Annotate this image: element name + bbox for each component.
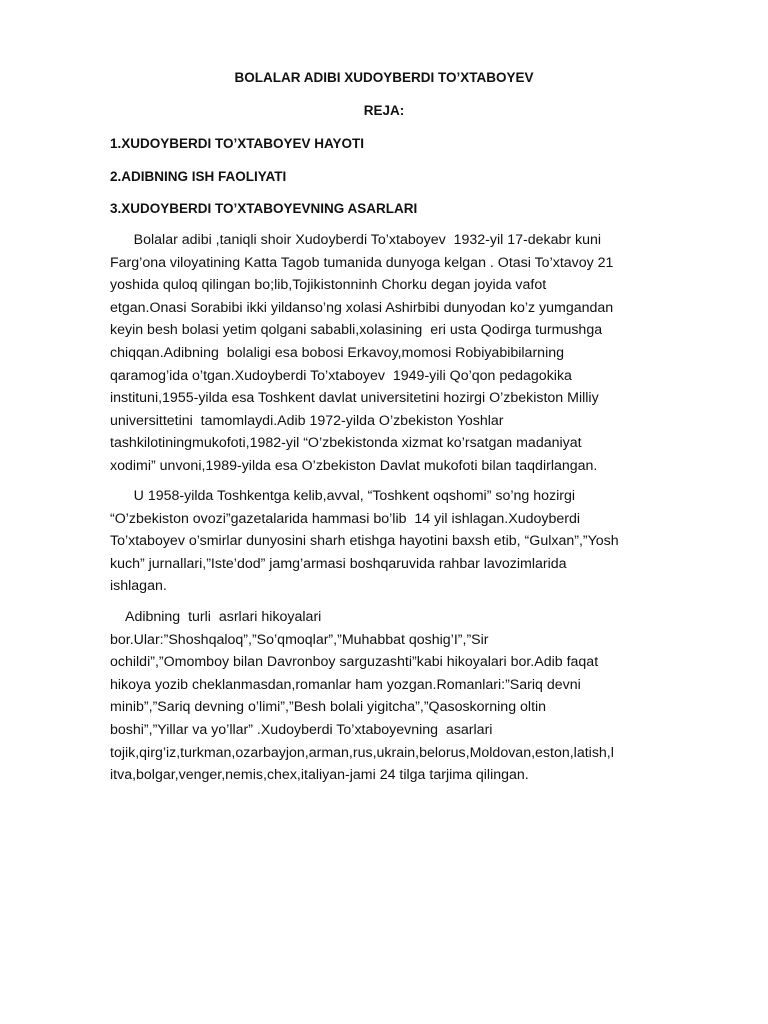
paragraph-line: yoshida quloq qilingan bo;lib,Tojikistonninh Chorku degan joyida vafot — [110, 277, 547, 294]
paragraph-works — [110, 606, 715, 787]
paragraph-line: chiqqan.Adibning bolaligi esa bobosi Erkavoy,momosi Robiyabibilarning — [110, 344, 564, 361]
paragraph-line: boshi”,”Yillar va yo’llar” .Xudoyberdi To’xtaboyevning asarlari — [110, 721, 493, 738]
paragraph-line: “O’zbekiston ovozi”gazetalarida hammasi bo’lib 14 yil ishlagan.Xudoyberdi — [110, 510, 581, 527]
paragraph-line: etgan.Onasi Sorabibi ikki yildanso’ng xolasi Ashirbibi dunyodan ko’z yumgandan — [110, 299, 614, 316]
plan-item: 1.XUDOYBERDI TO’XTABOYEV HAYOTI — [110, 136, 365, 151]
paragraph-line: hikoya yozib cheklanmasdan,romanlar ham yozgan.Romanlari:”Sariq devni — [110, 676, 581, 693]
paragraph-line: bor.Ular:”Shoshqaloq”,”So’qmoqlar”,”Muhabbat qoshig’I”,”Sir — [110, 631, 489, 648]
paragraph-career — [110, 485, 715, 598]
paragraph-line: universittetini tamomlaydi.Adib 1972-yilda O’zbekiston Yoshlar — [110, 412, 504, 429]
paragraph-line: ochildi”,”Omomboy bilan Davronboy sarguzashti”kabi hikoyalari bor.Adib faqat — [110, 654, 599, 671]
paragraph-line: tojik,qirg’iz,turkman,ozarbayjon,arman,rus,ukrain,belorus,Moldovan,eston,latish,l — [110, 744, 614, 761]
paragraph-line: tashkilotiningmukofoti,1982-yil “O’zbekistonda xizmat ko’rsatgan madaniyat — [110, 435, 582, 452]
paragraph-line: Farg’ona viloyatining Katta Tagob tumanida dunyoga kelgan . Otasi To’xtavoy 21 — [110, 254, 614, 271]
paragraph-line: qaramog’ida o’tgan.Xudoyberdi To’xtaboyev 1949-yili Qo’qon pedagokika — [110, 367, 572, 384]
paragraph-line: xodimi” unvoni,1989-yilda esa O’zbekiston Davlat mukofoti bilan taqdirlangan. — [110, 457, 598, 474]
plan-item: 2.ADIBNING ISH FAOLIYATI — [110, 169, 287, 184]
paragraph-line: Adibning turli asrlari hikoyalari — [110, 609, 322, 625]
paragraph-line: U 1958-yilda Toshkentga kelib,avval, “Toshkent oqshomi” so’ng hozirgi — [110, 488, 576, 504]
paragraph-line: instituni,1955-yilda esa Toshkent davlat universitetini hozirgi O’zbekiston Milliy — [110, 390, 599, 407]
paragraph-line: minib”,”Sariq devning o’limi”,”Besh bolali yigitcha”,”Qasoskorning oltin — [110, 699, 547, 716]
document-title: BOLALAR ADIBI XUDOYBERDI TO’XTABOYEV — [234, 70, 534, 85]
plan-item: 3.XUDOYBERDI TO’XTABOYEVNING ASARLARI — [110, 201, 418, 216]
plan-heading: REJA: — [363, 103, 405, 118]
paragraph-line: kuch” jurnallari,”Iste’dod” jamg’armasi boshqaruvida rahbar lavozimlarida — [110, 555, 567, 572]
paragraph-line: keyin besh bolasi yetim qolgani sababli,xolasining eri usta Qodirga turmushga — [110, 322, 603, 339]
paragraph-biography — [110, 229, 715, 478]
paragraph-line: Bolalar adibi ,taniqli shoir Xudoyberdi To’xtaboyev 1932-yil 17-dekabr kuni — [110, 232, 602, 248]
paragraph-line: itva,bolgar,venger,nemis,chex,italiyan-jami 24 tilga tarjima qilingan. — [110, 767, 529, 784]
paragraph-line: ishlagan. — [110, 578, 167, 595]
paragraph-line: To’xtaboyev o’smirlar dunyosini sharh etishga hayotini baxsh etib, “Gulxan”,”Yosh — [110, 533, 619, 550]
